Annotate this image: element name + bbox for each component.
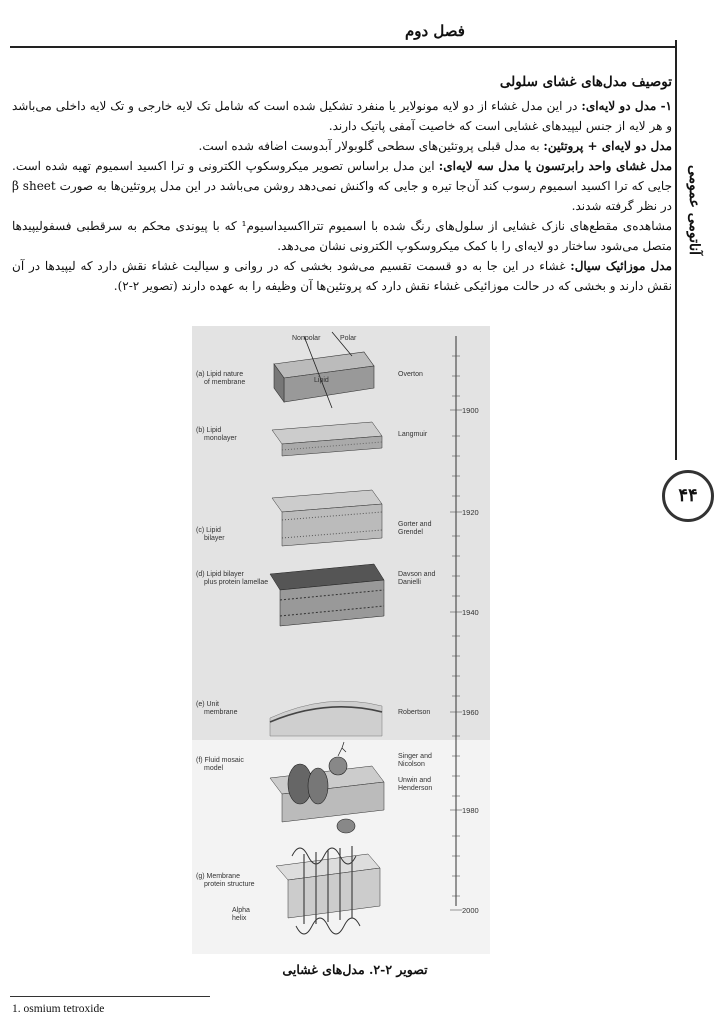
author-label: Robertson — [398, 709, 431, 716]
author-label: Davson and — [398, 571, 436, 578]
author-label: Overton — [398, 371, 423, 378]
panel-label: membrane — [204, 709, 238, 716]
author-label: Langmuir — [398, 431, 428, 438]
nonpolar-label: Nonpolar — [292, 335, 321, 342]
lipid-label: Lipid — [314, 377, 329, 384]
panel-label: bilayer — [204, 535, 225, 542]
paragraph-bilayer-model — [12, 96, 672, 136]
panel-label: (f) Fluid mosaic — [196, 757, 244, 764]
section-title: توصیف مدل‌های غشای سلولی — [499, 74, 672, 90]
panel-label: (b) Lipid — [196, 427, 222, 434]
paragraph-body: غشاء در این جا به دو قسمت تقسیم می‌شود بخشی که در روانی و سیالیت غشاء نقش دارد که لیپیدها در آن نقش دارند و بخشی که در حالت موزائیکی غشاء نقش دارد که پروتئین‌ها آن وظیفه را به عهده دارند (تصویر ۲-۲). — [12, 259, 672, 293]
helix-label: helix — [232, 915, 247, 922]
page-number: ۴۴ — [662, 470, 714, 522]
timeline-year: 2000 — [462, 906, 479, 915]
panel-c-bilayer — [272, 490, 382, 546]
paragraph-head: مدل موزائیک سیال: — [570, 259, 672, 273]
author-label: Unwin and — [398, 777, 432, 784]
paragraph-body: مشاهده‌ی مقطع‌های نازک غشایی از سلول‌های رنگ شده با اسمیوم تترااکسیداسیوم¹ که با پیوندی محکم به سرقطبی فسفولیپیدها متصل می‌شود ساختار دو لایه‌ای را با کمک میکروسکوپ الکترونی نشان می‌دهد. — [12, 219, 672, 253]
timeline — [440, 326, 496, 916]
paragraph-osmium — [12, 216, 672, 256]
side-title: آناتومی عمومی — [686, 164, 702, 256]
paragraph-body: در این مدل غشاء از دو لایه مونولایر یا منفرد تشکیل شده است که شامل تک لایه خارجی و تک لایه داخلی می‌باشد و هر لایه از جنس لیپیدهای غشایی است که خاصیت آمفی پاتیک دارند. — [12, 99, 672, 133]
author-label: Henderson — [398, 785, 433, 792]
panel-label: monolayer — [204, 435, 237, 442]
polar-label: Polar — [340, 335, 357, 342]
body-text — [12, 72, 672, 296]
paragraph-body: این مدل براساس تصویر میکروسکوپ الکترونی و ترا اکسید اسمیوم تهیه شده است. جایی که ترا اکسید اسمیوم رسوب کند آن‌جا تیره و جایی که واکنش نمی‌دهد روشن می‌باشد در این مدل پروتئین‌ها به صورت β sheet در نظر گرفته شدند. — [12, 159, 672, 213]
paragraph-unit-membrane — [12, 156, 672, 216]
author-label: Grendel — [398, 529, 423, 536]
paragraph-head: مدل غشای واحد رابرتسون یا مدل سه لایه‌ای: — [438, 159, 673, 173]
panel-label: (g) Membrane — [196, 873, 240, 880]
panel-d-protein-lamellae — [270, 564, 384, 626]
panel-label: model — [204, 765, 224, 772]
timeline-year: 1920 — [462, 508, 479, 517]
panel-label: plus protein lamellae — [204, 579, 269, 586]
panel-label: protein structure — [204, 881, 255, 888]
panel-label: (d) Lipid bilayer — [196, 571, 244, 578]
panel-label: (c) Lipid — [196, 527, 221, 534]
timeline-year: 1900 — [462, 406, 479, 415]
figure-caption: تصویر ۲-۲. مدل‌های غشایی — [282, 962, 428, 977]
paragraph-head: مدل دو لایه‌ای + پروتئین: — [543, 139, 672, 153]
panel-b-monolayer — [272, 422, 382, 456]
alpha-label: Alpha — [232, 907, 250, 914]
timeline-year: 1980 — [462, 806, 479, 815]
panel-e-unit-membrane — [270, 701, 382, 736]
author-label: Danielli — [398, 579, 421, 586]
paragraph-head: ۱- مدل دو لایه‌ای: — [581, 99, 672, 113]
footnote-divider — [10, 996, 210, 997]
chapter-title: فصل دوم — [405, 22, 465, 40]
footnote: 1. osmium tetroxide — [12, 1003, 105, 1015]
author-label: Nicolson — [398, 761, 425, 768]
panel-label: (a) Lipid nature — [196, 371, 244, 378]
paragraph-bilayer-protein — [12, 136, 672, 156]
timeline-year: 1960 — [462, 708, 479, 717]
paragraph-body: به مدل قبلی پروتئین‌های سطحی گلوبولار آبدوست اضافه شده است. — [198, 139, 544, 153]
panel-label: of membrane — [204, 379, 246, 386]
timeline-year: 1940 — [462, 608, 479, 617]
author-label: Singer and — [398, 753, 432, 760]
author-label: Gorter and — [398, 521, 432, 528]
panel-a-lipid-block — [274, 332, 374, 408]
paragraph-fluid-mosaic — [12, 256, 672, 296]
header-divider — [10, 46, 675, 48]
panel-label: (e) Unit — [196, 701, 219, 708]
